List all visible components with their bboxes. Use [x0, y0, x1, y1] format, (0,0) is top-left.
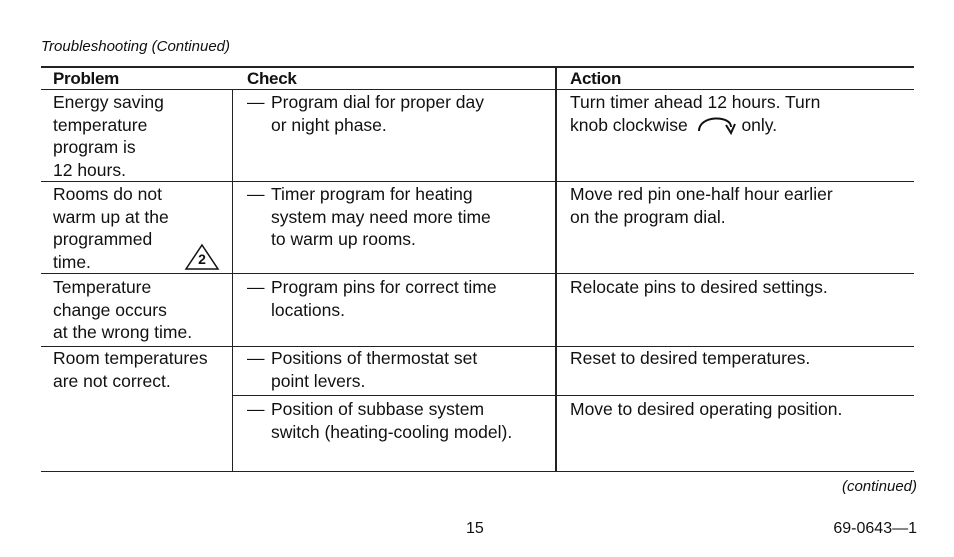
- header-rule: [41, 89, 914, 90]
- action-cell: [570, 276, 828, 299]
- problem-line: are not correct.: [53, 370, 171, 391]
- dash: —: [247, 277, 265, 297]
- clockwise-arrow-icon: [693, 115, 737, 137]
- row-rule-2: [41, 273, 914, 274]
- page-number: 15: [466, 520, 484, 537]
- action-cell: [570, 91, 820, 137]
- problem-line: temperature: [53, 114, 148, 135]
- check-line: Positions of thermostat set: [271, 348, 478, 368]
- check-line: switch (heating-cooling model).: [271, 421, 513, 442]
- problem-cell: [53, 347, 208, 392]
- action-line: Relocate pins to desired settings.: [570, 277, 828, 297]
- check-line: Program pins for correct time: [271, 277, 497, 297]
- problem-line: 12 hours.: [53, 159, 126, 180]
- column-divider-2: [555, 68, 557, 472]
- check-line: locations.: [271, 299, 345, 320]
- caution-triangle-icon: [184, 243, 220, 271]
- action-line: Move to desired operating position.: [570, 399, 843, 419]
- action-cell: [570, 183, 833, 228]
- problem-line: programmed: [53, 229, 153, 249]
- table-bottom-rule: [41, 471, 914, 472]
- check-line: Program dial for proper day: [271, 92, 485, 112]
- action-cell: [570, 398, 842, 421]
- problem-line: time.: [53, 251, 91, 272]
- problem-line: Temperature: [53, 277, 152, 297]
- action-line: Move red pin one-half hour earlier: [570, 184, 833, 204]
- dash: —: [247, 348, 265, 368]
- problem-line: Energy saving: [53, 92, 164, 112]
- table-top-rule: [41, 66, 914, 68]
- problem-line: program is: [53, 137, 136, 157]
- row-rule-4a: [232, 395, 914, 396]
- caution-badge-number: 2: [198, 251, 206, 267]
- action-line: knob clockwise: [570, 114, 688, 135]
- problem-line: Room temperatures: [53, 348, 208, 368]
- action-line: Turn timer ahead 12 hours. Turn: [570, 92, 821, 112]
- check-line: system may need more time: [271, 206, 491, 227]
- row-rule-1: [41, 181, 914, 182]
- column-divider-1: [232, 89, 233, 472]
- header-action: Action: [570, 69, 622, 88]
- action-cell: [570, 347, 810, 370]
- problem-line: change occurs: [53, 299, 167, 320]
- check-line: or night phase.: [271, 114, 387, 135]
- dash: —: [247, 399, 265, 419]
- problem-cell: [53, 91, 164, 181]
- dash: —: [247, 184, 265, 204]
- check-line: point levers.: [271, 370, 366, 391]
- check-line: Timer program for heating: [271, 184, 473, 204]
- dash: —: [247, 92, 265, 112]
- action-line: Reset to desired temperatures.: [570, 348, 811, 368]
- problem-line: Rooms do not: [53, 184, 162, 204]
- check-line: to warm up rooms.: [271, 229, 416, 249]
- table-caption: Troubleshooting (Continued): [41, 38, 231, 55]
- continued-note: (continued): [841, 478, 917, 495]
- problem-line: warm up at the: [53, 206, 169, 227]
- action-line: only.: [741, 114, 778, 135]
- document-number: 69-0643—1: [833, 520, 917, 537]
- problem-line: at the wrong time.: [53, 322, 193, 342]
- problem-cell: [53, 276, 192, 344]
- check-line: Position of subbase system: [271, 399, 485, 419]
- header-problem: Problem: [53, 69, 119, 88]
- problem-cell: [53, 183, 169, 273]
- header-check: Check: [247, 69, 297, 88]
- action-line: on the program dial.: [570, 206, 726, 227]
